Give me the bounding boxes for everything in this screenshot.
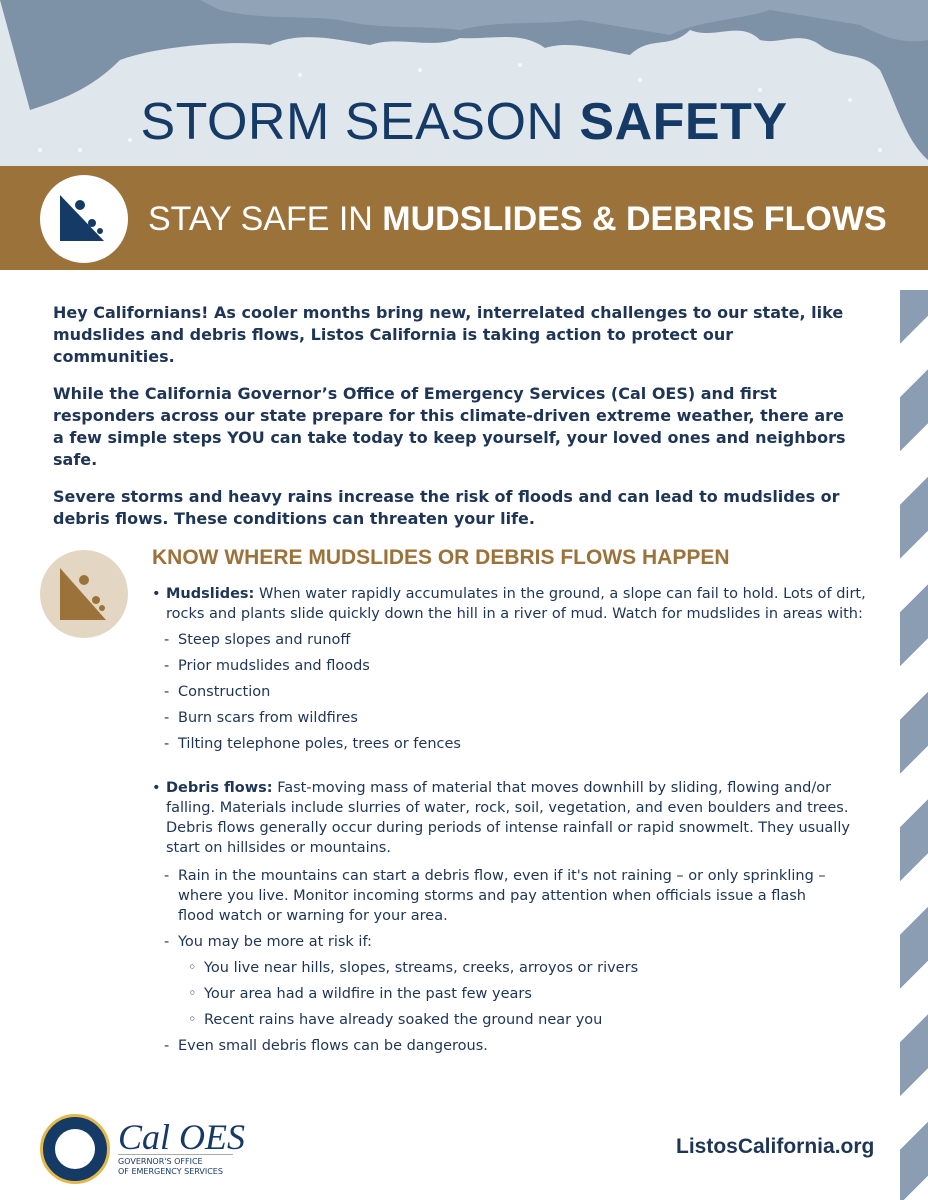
list-item: ◦ Your area had a wildfire in the past few years [152, 984, 872, 1004]
storm-header [0, 0, 928, 168]
banner-bold: MUDSLIDES & DEBRIS FLOWS [382, 200, 887, 238]
title-regular: STORM SEASON [140, 93, 580, 151]
list-item: ◦ You live near hills, slopes, streams, creeks, arroyos or rivers [152, 958, 872, 978]
debris-flows-item [152, 778, 872, 858]
info-list [152, 584, 872, 1056]
cal-oes-name: Cal OES [118, 1117, 246, 1157]
cal-oes-line: OF EMERGENCY SERVICES [118, 1167, 223, 1176]
website-link[interactable]: ListosCalifornia.org [676, 1135, 875, 1158]
definition: Fast-moving mass of material that moves downhill by sliding, flowing and/or falling. Materials include slurries of water, rock, soil, vegetation, and even boulders and trees. Debris flows generally occur during periods of intense rainfall or rapid snowmelt. They usually start on hillsides or mountains. [166, 780, 850, 856]
list-item: - Construction [152, 682, 872, 702]
cal-oes-line: GOVERNOR'S OFFICE [118, 1157, 203, 1166]
list-item: - Burn scars from wildfires [152, 708, 872, 728]
intro-paragraph: Hey Californians! As cooler months bring new, interrelated challenges to our state, like mudslides and debris flows, Listos California is taking action to protect our communities. [53, 303, 844, 366]
list-item: - Tilting telephone poles, trees or fences [152, 734, 872, 754]
intro-paragraph: While the California Governor’s Office of Emergency Services (Cal OES) and first responders across our state prepare for this climate-driven extreme weather, there are a few simple steps YOU can take today to keep yourself, your loved ones and neighbors safe. [53, 384, 846, 469]
list-item: - Prior mudslides and floods [152, 656, 872, 676]
striped-border [900, 290, 928, 1200]
term: Debris flows: [166, 780, 273, 796]
mudslide-icon [40, 550, 128, 638]
banner-regular: STAY SAFE IN [148, 200, 383, 238]
list-item: - Rain in the mountains can start a debris flow, even if it's not raining – or only sprinkling – where you live. Monitor incoming storms and pay attention when officials issue a flash flood watch or warning for your area. [152, 866, 832, 926]
section-banner-title [148, 200, 887, 239]
definition: When water rapidly accumulates in the ground, a slope can fail to hold. Lots of dirt, rocks and plants slide quickly down the hill in a river of mud. Watch for mudslides in areas with: [166, 586, 866, 622]
section-heading: KNOW WHERE MUDSLIDES OR DEBRIS FLOWS HAPPEN [152, 546, 730, 569]
mudslide-icon [40, 175, 128, 263]
page-title [0, 92, 928, 152]
listos-california-logo [40, 1114, 110, 1184]
list-item: - Even small debris flows can be dangerous. [152, 1036, 872, 1056]
list-item: - You may be more at risk if: [152, 932, 872, 952]
list-item: ◦ Recent rains have already soaked the ground near you [152, 1010, 872, 1030]
mudslides-item [152, 584, 872, 624]
cal-oes-logo [118, 1116, 245, 1158]
list-item: - Steep slopes and runoff [152, 630, 872, 650]
intro-text [53, 302, 853, 545]
cal-oes-subtitle [118, 1154, 233, 1177]
title-bold: SAFETY [579, 93, 788, 151]
intro-paragraph: Severe storms and heavy rains increase the risk of floods and can lead to mudslides or debris flows. These conditions can threaten your life. [53, 487, 840, 528]
term: Mudslides: [166, 586, 255, 602]
